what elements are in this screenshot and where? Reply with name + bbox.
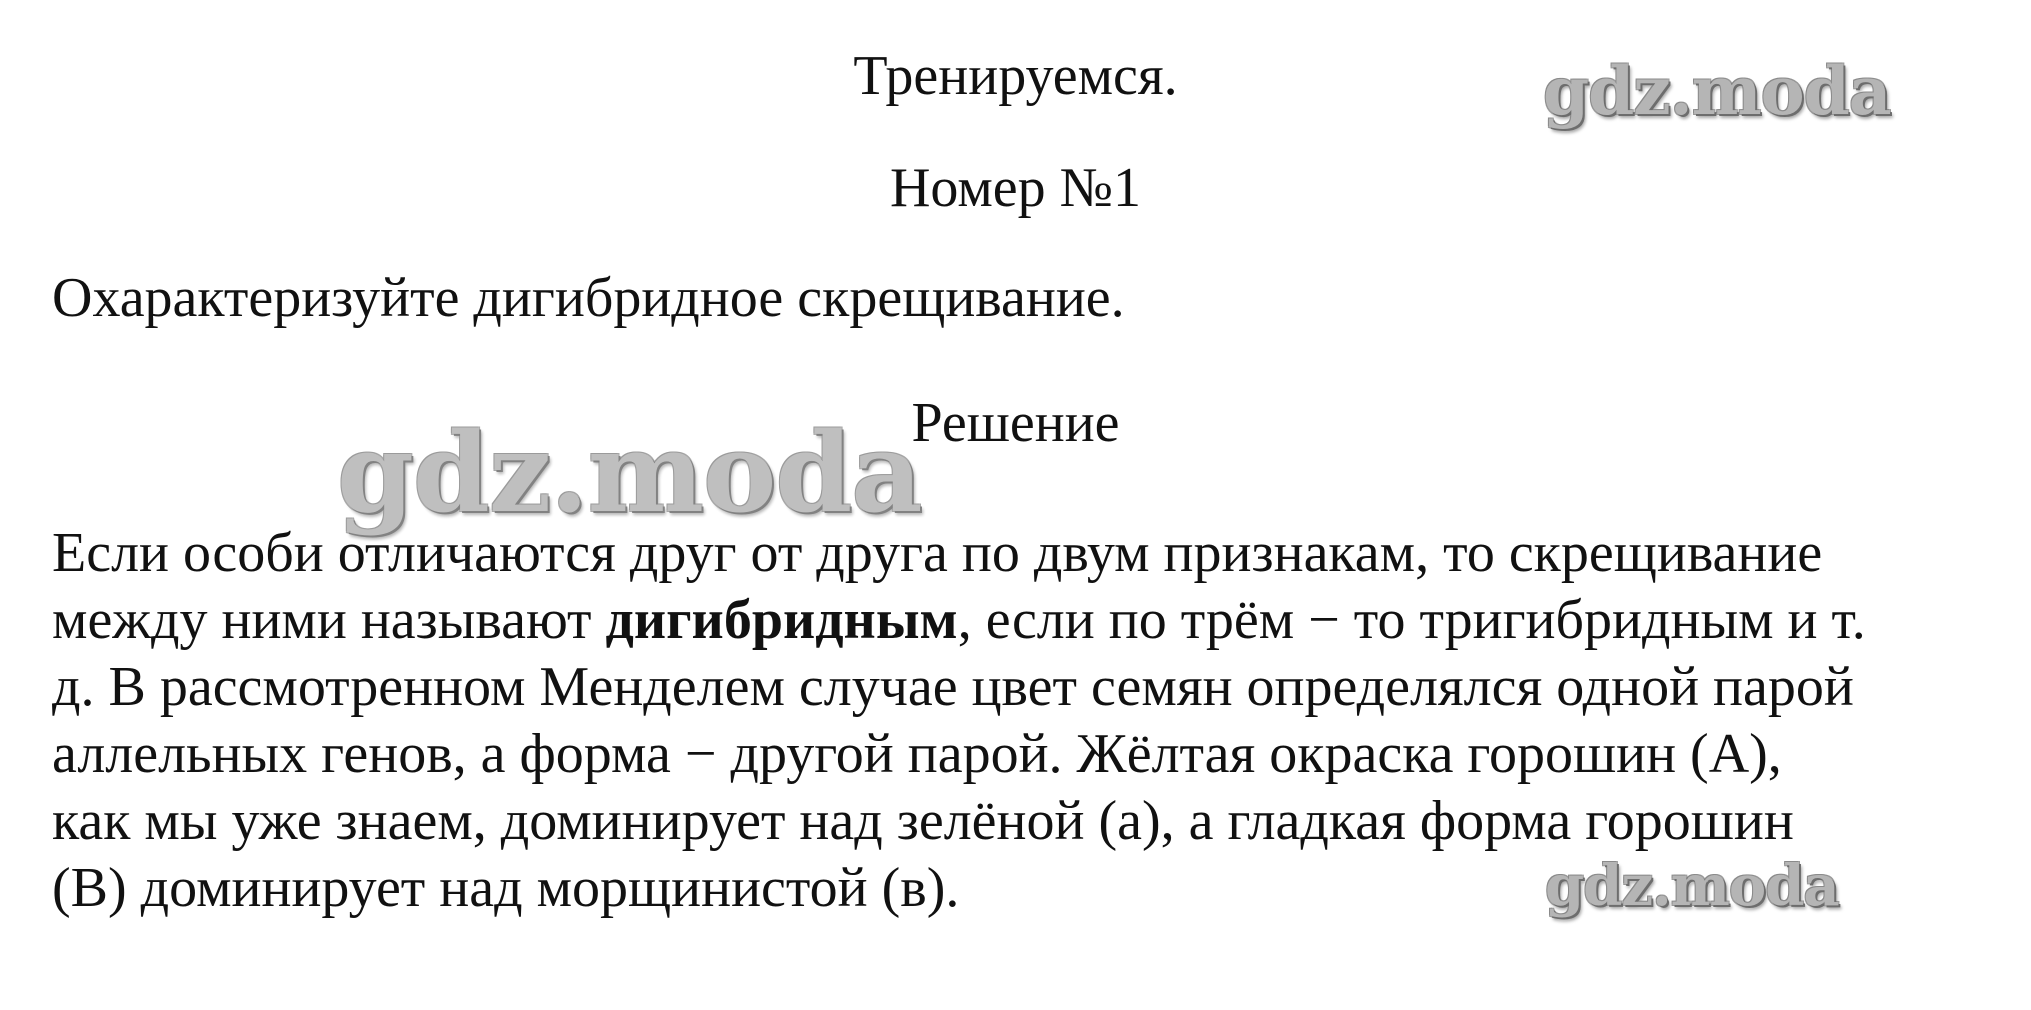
page-heading: Тренируемся. — [853, 45, 1178, 107]
solution-line: (В) доминирует над морщинистой (в). — [52, 857, 960, 919]
solution-line-part: , если по трём − то тригибридным и т. — [957, 589, 1866, 651]
solution-line — [52, 589, 1866, 651]
highlighted-term: дигибридным — [605, 589, 958, 651]
solution-line: как мы уже знаем, доминирует над зелёной (а), а гладкая форма горошин — [52, 790, 1794, 852]
solution-line: д. В рассмотренном Менделем случае цвет семян определялся одной парой — [52, 656, 1854, 718]
watermark-logo: gdz.moda — [1543, 52, 1891, 130]
task-text: Охарактеризуйте дигибридное скрещивание. — [52, 267, 1125, 329]
solution-label: Решение — [911, 392, 1120, 454]
watermark-logo: gdz.moda — [1545, 853, 1839, 919]
solution-line: аллельных генов, а форма − другой парой. Жёлтая окраска горошин (А), — [52, 723, 1782, 785]
solution-line: Если особи отличаются друг от друга по двум признакам, то скрещивание — [52, 522, 1823, 584]
solution-line-part: между ними называют — [52, 589, 606, 651]
task-number: Номер №1 — [889, 157, 1142, 219]
watermark-logo: gdz.moda — [337, 408, 922, 537]
